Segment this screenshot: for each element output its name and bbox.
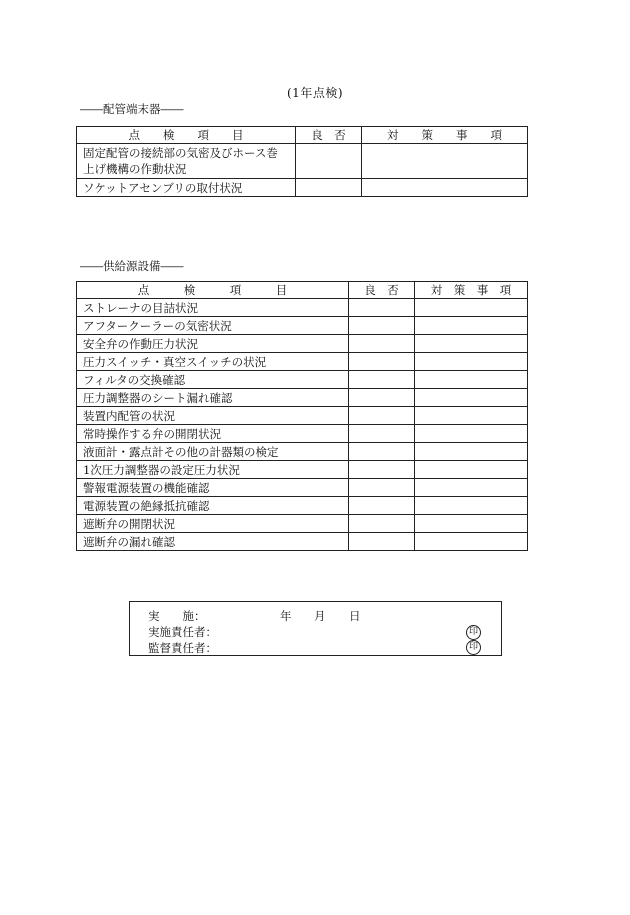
- header-inspection-item: 点 検 項 目: [77, 127, 296, 144]
- table-row: [77, 353, 528, 371]
- supervisor-label: 監督責任者：: [148, 641, 217, 655]
- table-row: [77, 407, 528, 425]
- action-cell[interactable]: [415, 425, 528, 443]
- table-row: [77, 515, 528, 533]
- table-row: [77, 443, 528, 461]
- inspection-item: 電源装置の絶縁抵抗確認: [77, 497, 349, 515]
- inspection-item: 警報電源装置の機能確認: [77, 479, 349, 497]
- inspection-item: 1次圧力調整器の設定圧力状況: [77, 461, 349, 479]
- seal-icon: 印: [466, 640, 481, 655]
- table-row: [77, 533, 528, 551]
- month-label: 月: [314, 609, 326, 623]
- result-cell[interactable]: [349, 479, 415, 497]
- table-row: [77, 335, 528, 353]
- seal-icon: 印: [466, 625, 481, 640]
- result-cell[interactable]: [349, 515, 415, 533]
- inspection-item: 安全弁の作動圧力状況: [77, 335, 349, 353]
- action-cell[interactable]: [415, 335, 528, 353]
- responsible-person-label: 実施責任者：: [148, 625, 217, 639]
- result-cell[interactable]: [349, 371, 415, 389]
- action-cell[interactable]: [362, 144, 528, 179]
- action-cell[interactable]: [415, 479, 528, 497]
- result-cell[interactable]: [349, 389, 415, 407]
- action-cell[interactable]: [415, 299, 528, 317]
- year-label: 年: [280, 609, 292, 623]
- inspection-item: 遮断弁の開閉状況: [77, 515, 349, 533]
- inspection-item: 圧力調整器のシート漏れ確認: [77, 389, 349, 407]
- table-header-row: [77, 282, 528, 299]
- page-heading: (1年点検): [287, 86, 343, 100]
- result-cell[interactable]: [349, 407, 415, 425]
- action-cell[interactable]: [415, 497, 528, 515]
- table-row: [77, 299, 528, 317]
- implementation-date-label: 実 施：: [148, 609, 206, 623]
- table-row: [77, 425, 528, 443]
- header-action: 対 策 事 項: [362, 127, 528, 144]
- inspection-item-line: 固定配管の接続部の気密及びホース巻: [83, 146, 278, 160]
- action-cell[interactable]: [415, 533, 528, 551]
- inspection-item: ソケットアセンブリの取付状況: [77, 179, 296, 197]
- terminal-check-table: [76, 126, 528, 197]
- action-cell[interactable]: [415, 443, 528, 461]
- action-cell[interactable]: [415, 371, 528, 389]
- inspection-item: フィルタの交換確認: [77, 371, 349, 389]
- action-cell[interactable]: [415, 461, 528, 479]
- section-title-supply: ――供給源設備――: [80, 259, 184, 273]
- result-cell[interactable]: [349, 353, 415, 371]
- inspection-item: ストレーナの目詰状況: [77, 299, 349, 317]
- inspection-item: 圧力スイッチ・真空スイッチの状況: [77, 353, 349, 371]
- action-cell[interactable]: [415, 389, 528, 407]
- result-cell[interactable]: [349, 425, 415, 443]
- result-cell[interactable]: [349, 443, 415, 461]
- inspection-item: 液面計・露点計その他の計器類の検定: [77, 443, 349, 461]
- signature-box: [129, 601, 502, 656]
- inspection-item-line: 上げ機構の作動状況: [83, 162, 187, 176]
- header-inspection-item: 点 検 項 目: [77, 282, 349, 299]
- result-cell[interactable]: [349, 335, 415, 353]
- table-header-row: [77, 127, 528, 144]
- action-cell[interactable]: [415, 353, 528, 371]
- result-cell[interactable]: [349, 533, 415, 551]
- inspection-item: 常時操作する弁の開閉状況: [77, 425, 349, 443]
- table-row: [77, 179, 528, 197]
- table-row: [77, 461, 528, 479]
- table-row: [77, 371, 528, 389]
- day-label: 日: [349, 609, 361, 623]
- result-cell[interactable]: [349, 461, 415, 479]
- header-result: 良 否: [349, 282, 415, 299]
- inspection-item: [77, 144, 296, 179]
- result-cell[interactable]: [296, 144, 362, 179]
- result-cell[interactable]: [296, 179, 362, 197]
- action-cell[interactable]: [415, 317, 528, 335]
- table-row: [77, 389, 528, 407]
- table-row: [77, 317, 528, 335]
- table-row: [77, 497, 528, 515]
- header-action: 対 策 事 項: [415, 282, 528, 299]
- action-cell[interactable]: [415, 407, 528, 425]
- inspection-item: 装置内配管の状況: [77, 407, 349, 425]
- result-cell[interactable]: [349, 497, 415, 515]
- result-cell[interactable]: [349, 299, 415, 317]
- inspection-item: 遮断弁の漏れ確認: [77, 533, 349, 551]
- section-title-terminal: ――配管端末器――: [80, 102, 184, 116]
- table-row: [77, 479, 528, 497]
- table-row: [77, 144, 528, 179]
- result-cell[interactable]: [349, 317, 415, 335]
- supply-check-table: [76, 281, 528, 551]
- header-result: 良 否: [296, 127, 362, 144]
- action-cell[interactable]: [362, 179, 528, 197]
- action-cell[interactable]: [415, 515, 528, 533]
- inspection-item: アフタークーラーの気密状況: [77, 317, 349, 335]
